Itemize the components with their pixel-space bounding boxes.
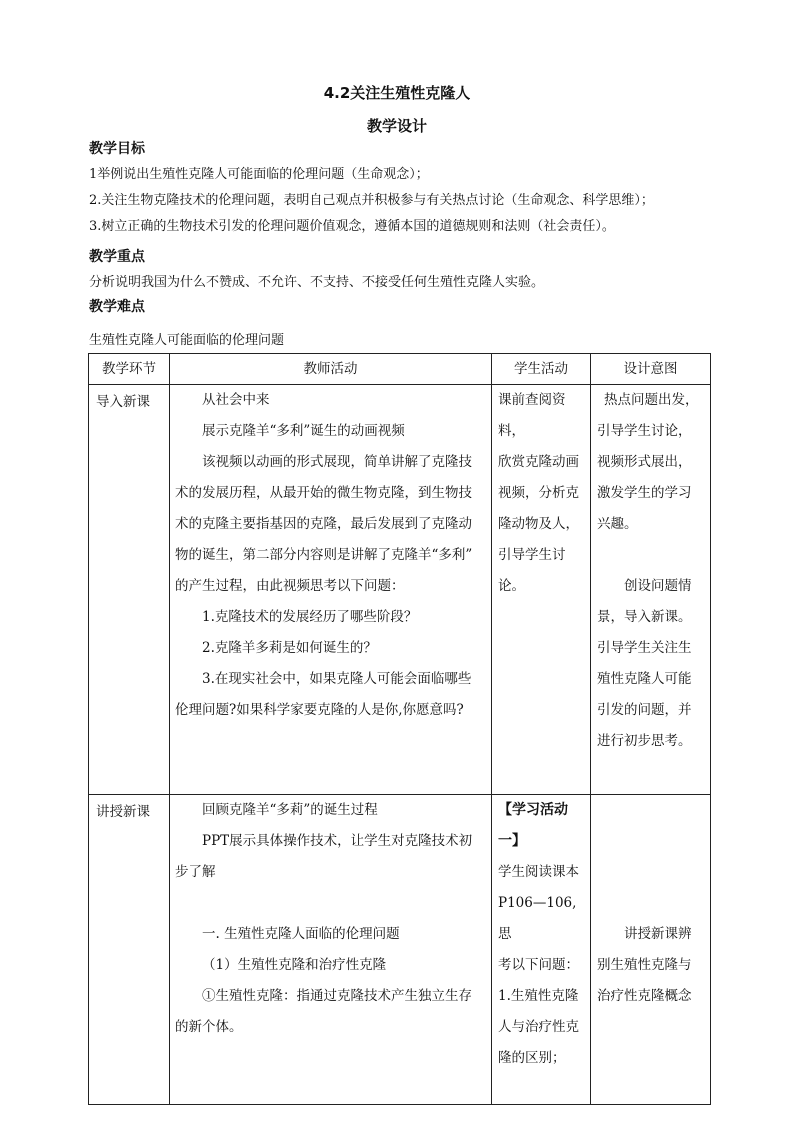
goal-item-3: 3.树立正确的生物技术引发的伦理问题价值观念，遵循本国的道德规则和法则（社会责任）。 [89,219,615,234]
teacher-activity-cell [170,795,492,1105]
difficulty-text: 生殖性克隆人可能面临的伦理问题 [89,333,285,348]
intent-line: 创设问题情 [624,578,692,594]
teacher-line [175,888,479,919]
table-header-row [89,354,711,385]
teacher-line: 步了解 [175,864,216,880]
teacher-line: PPT展示具体操作技术，让学生对克隆技术初 [202,833,473,849]
intent-line: 讲授新课辨 [624,926,692,942]
header-teacher: 教师活动 [170,354,492,385]
table-row [89,385,711,795]
intent-line: 景，导入新课。 [597,609,692,625]
teacher-line: 从社会中来 [202,392,270,408]
teacher-line: 术的发展历程，从最开始的微生物克隆，到生物技 [175,485,472,501]
key-point-text: 分析说明我国为什么不赞成、不允许、不支持、不接受任何生殖性克隆人实验。 [89,275,545,290]
intent-line: 进行初步思考。 [597,733,692,749]
intent-line [597,826,704,857]
goals-heading: 教学目标 [89,141,145,157]
intent-line: 殖性克隆人可能 [597,671,692,687]
teacher-line: 一. 生殖性克隆人面临的伦理问题 [202,926,400,942]
student-line: 隆动物及人， [498,516,579,532]
teacher-line: 回顾克隆羊“多莉”的诞生过程 [202,802,378,818]
table-row [89,795,711,1105]
teacher-activity-cell [170,385,492,795]
teacher-line: 该视频以动画的形式展现，简单讲解了克隆技 [202,454,472,470]
document-subtitle: 教学设计 [366,117,427,135]
difficulty-heading: 教学难点 [89,299,145,315]
teacher-line: 3.在现实社会中，如果克隆人可能会面临哪些 [202,671,472,687]
intent-line [597,795,704,826]
intent-line: 兴趣。 [597,516,638,532]
teacher-line: 展示克隆羊“多利”诞生的动画视频 [202,423,405,439]
header-stage: 教学环节 [89,354,170,385]
student-line: 欣赏克隆动画 [498,454,579,470]
intent-line: 治疗性克隆概念 [597,988,692,1004]
student-line: 视频，分析克 [498,485,579,501]
intent-line: 引导学生讨论， [597,423,692,439]
intent-line: 别生殖性克隆与 [597,957,692,973]
teacher-line: 1.克隆技术的发展经历了哪些阶段？ [202,609,418,625]
teacher-line: 的产生过程，由此视频思考以下问题： [175,578,405,594]
student-line: 1.生殖性克隆 [498,988,579,1004]
intent-line: 激发学生的学习 [597,485,692,501]
design-intent-cell [591,795,711,1105]
lesson-plan-table [88,353,711,1105]
stage-cell: 导入新课 [89,385,170,795]
intent-line: 引发的问题，并 [597,702,692,718]
teacher-line: 物的诞生，第二部分内容则是讲解了克隆羊“多利” [175,547,473,563]
stage-cell: 讲授新课 [89,795,170,1105]
design-intent-cell [591,385,711,795]
intent-line [597,888,704,919]
student-line: 隆的区别； [498,1050,566,1066]
student-line: 引导学生讨论。 [498,547,566,594]
student-activity-cell [492,795,591,1105]
teacher-line: 伦理问题?如果科学家要克隆的人是你,你愿意吗? [175,702,464,718]
intent-line [597,857,704,888]
teacher-line: （1）生殖性克隆和治疗性克隆 [202,957,387,973]
goal-item-2: 2.关注生物克隆技术的伦理问题，表明自己观点并积极参与有关热点讨论（生命观念、科学思维）； [89,193,654,208]
intent-line: 视频形式展出， [597,454,692,470]
key-point-heading: 教学重点 [89,249,145,265]
student-line: 课前查阅资料， [498,392,566,439]
student-line: 考以下问题： [498,957,579,973]
student-activity-cell [492,385,591,795]
student-line: 人与治疗性克 [498,1019,579,1035]
goal-item-1: 1举例说出生殖性克隆人可能面临的伦理问题（生命观念）； [89,167,429,182]
teacher-line: 术的克隆主要指基因的克隆，最后发展到了克隆动 [175,516,472,532]
student-line: 学生阅读课本 [498,864,579,880]
header-intent: 设计意图 [591,354,711,385]
teacher-line: 的新个体。 [175,1019,243,1035]
student-line: P106—106,思 [498,895,577,942]
teacher-line: ①生殖性克隆：指通过克隆技术产生独立生存 [202,988,472,1004]
header-student: 学生活动 [492,354,591,385]
intent-line: 热点问题出发， [604,392,699,408]
document-title: 4.2关注生殖性克隆人 [323,84,471,102]
student-line: 一】 [498,833,526,849]
intent-line [597,540,704,571]
intent-line: 引导学生关注生 [597,640,692,656]
teacher-line: 2.克隆羊多莉是如何诞生的？ [202,640,377,656]
student-line: 【学习活动 [498,802,568,818]
